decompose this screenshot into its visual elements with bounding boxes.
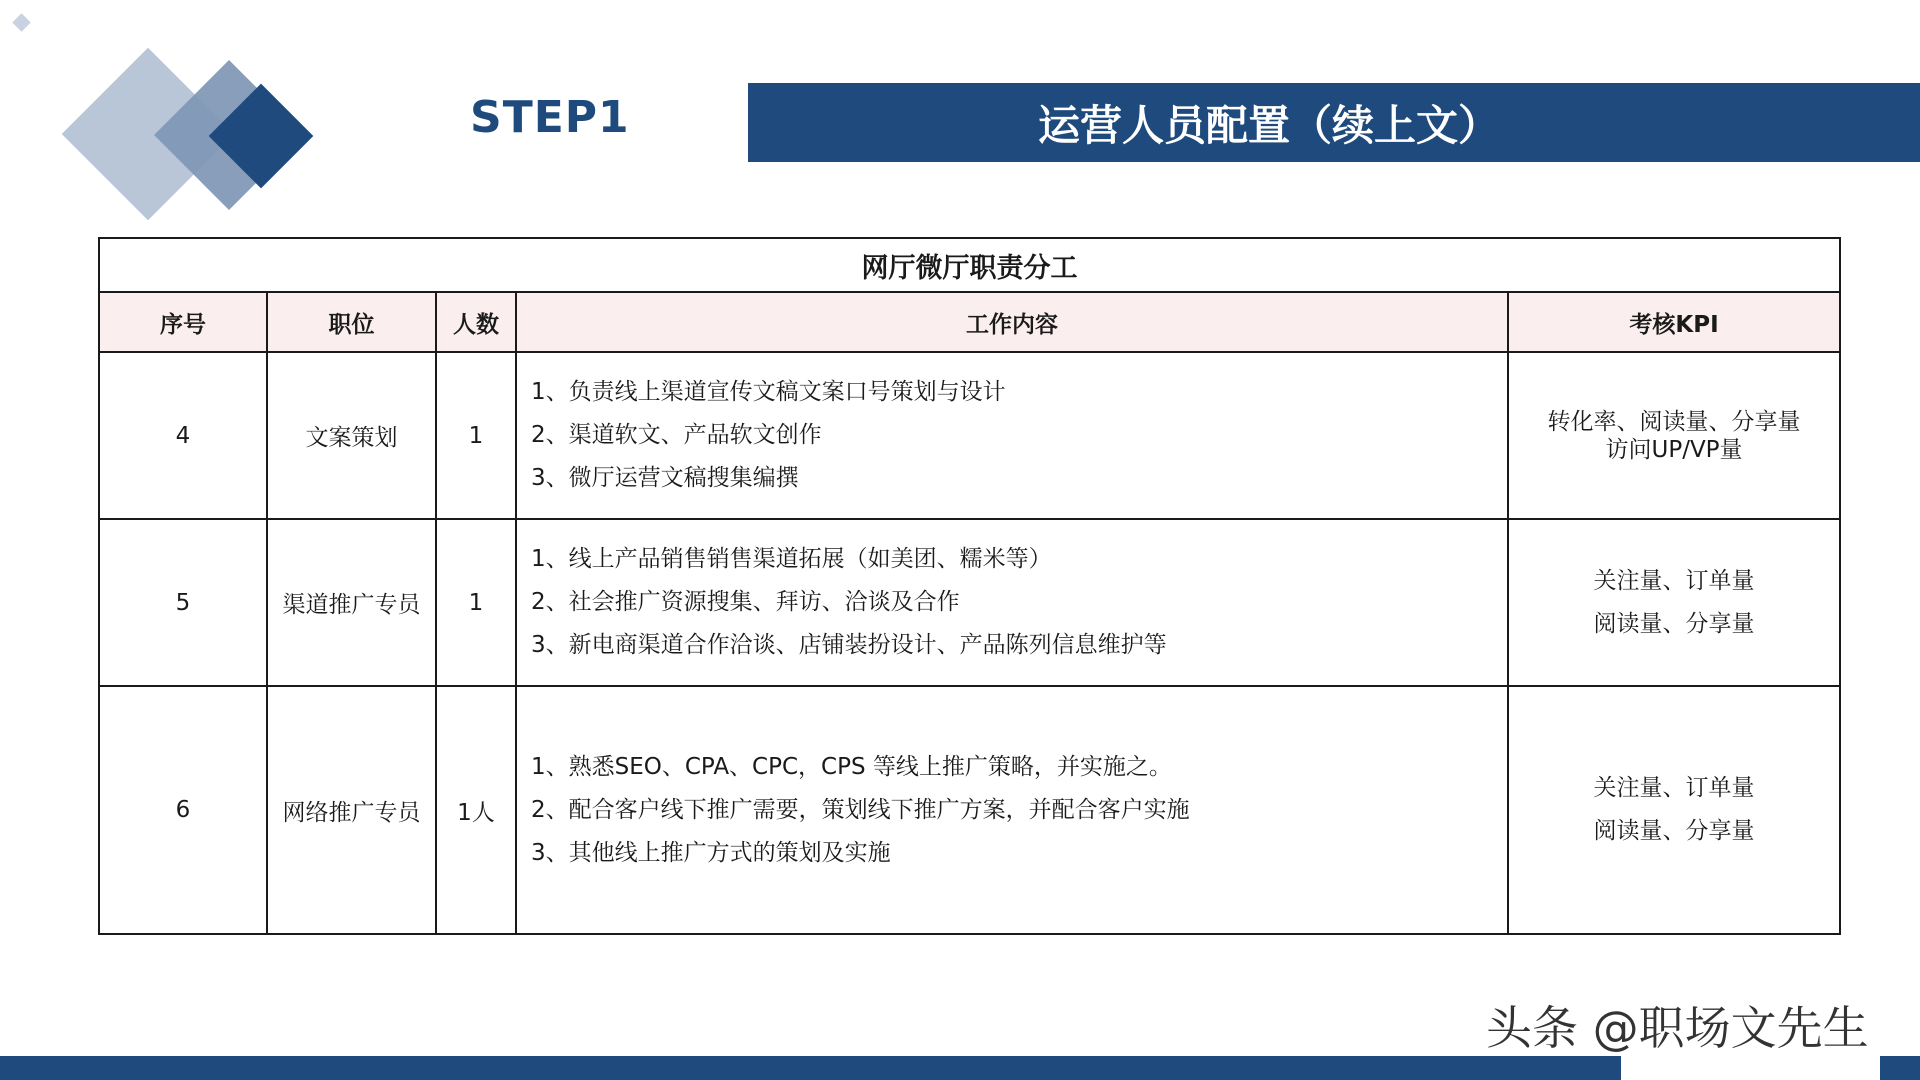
table-header-row <box>99 292 1840 352</box>
task-item: 2、社会推广资源搜集、拜访、洽谈及合作 <box>531 589 960 615</box>
row-tasks <box>516 686 1508 934</box>
row-kpi <box>1508 352 1840 519</box>
corner-diamond-decoration <box>12 13 30 31</box>
watermark: 头条 @职场文先生 <box>1486 1001 1869 1055</box>
header-count: 人数 <box>436 292 516 352</box>
task-item: 3、其他线上推广方式的策划及实施 <box>531 839 891 866</box>
row-no: 5 <box>99 519 267 686</box>
task-item: 1、负责线上渠道宣传文稿文案口号策划与设计 <box>531 379 1006 405</box>
kpi-item: 关注量、订单量 <box>1593 567 1755 594</box>
duty-table <box>98 237 1841 935</box>
task-item: 1、线上产品销售销售渠道拓展（如美团、糯米等） <box>531 546 1052 572</box>
slide-title: 运营人员配置（续上文） <box>1037 100 1500 150</box>
bottom-bar <box>0 1056 1621 1080</box>
header-kpi: 考核KPI <box>1508 292 1840 352</box>
task-item: 3、新电商渠道合作洽谈、店铺装扮设计、产品陈列信息维护等 <box>531 632 1167 658</box>
row-position: 渠道推广专员 <box>267 519 436 686</box>
task-item: 2、渠道软文、产品软文创作 <box>531 422 822 448</box>
header-tasks: 工作内容 <box>516 292 1508 352</box>
title-bar <box>748 83 1920 162</box>
kpi-item: 关注量、订单量 <box>1593 775 1755 801</box>
kpi-item: 阅读量、分享量 <box>1593 818 1755 844</box>
table-row <box>99 352 1840 519</box>
task-item: 2、配合客户线下推广需要，策划线下推广方案，并配合客户实施 <box>531 796 1190 823</box>
kpi-item: 访问UP/VP量 <box>1605 436 1743 463</box>
row-kpi <box>1508 519 1840 686</box>
row-tasks <box>516 519 1508 686</box>
step-label: STEP1 <box>470 92 630 143</box>
row-no: 6 <box>99 686 267 934</box>
bottom-bar-accent <box>1880 1056 1920 1080</box>
kpi-item: 转化率、阅读量、分享量 <box>1547 408 1801 435</box>
table-caption: 网厅微厅职责分工 <box>99 238 1840 292</box>
task-item: 1、熟悉SEO、CPA、CPC，CPS 等线上推广策略，并实施之。 <box>531 753 1172 780</box>
header-position: 职位 <box>267 292 436 352</box>
task-item: 3、微厅运营文稿搜集编撰 <box>531 465 799 491</box>
row-count: 1 <box>436 352 516 519</box>
row-tasks <box>516 352 1508 519</box>
header-no: 序号 <box>99 292 267 352</box>
row-position: 文案策划 <box>267 352 436 519</box>
row-count: 1 <box>436 519 516 686</box>
row-count: 1人 <box>436 686 516 934</box>
row-kpi <box>1508 686 1840 934</box>
row-no: 4 <box>99 352 267 519</box>
kpi-item: 阅读量、分享量 <box>1593 610 1755 637</box>
row-position: 网络推广专员 <box>267 686 436 934</box>
table-row <box>99 686 1840 934</box>
table-row <box>99 519 1840 686</box>
